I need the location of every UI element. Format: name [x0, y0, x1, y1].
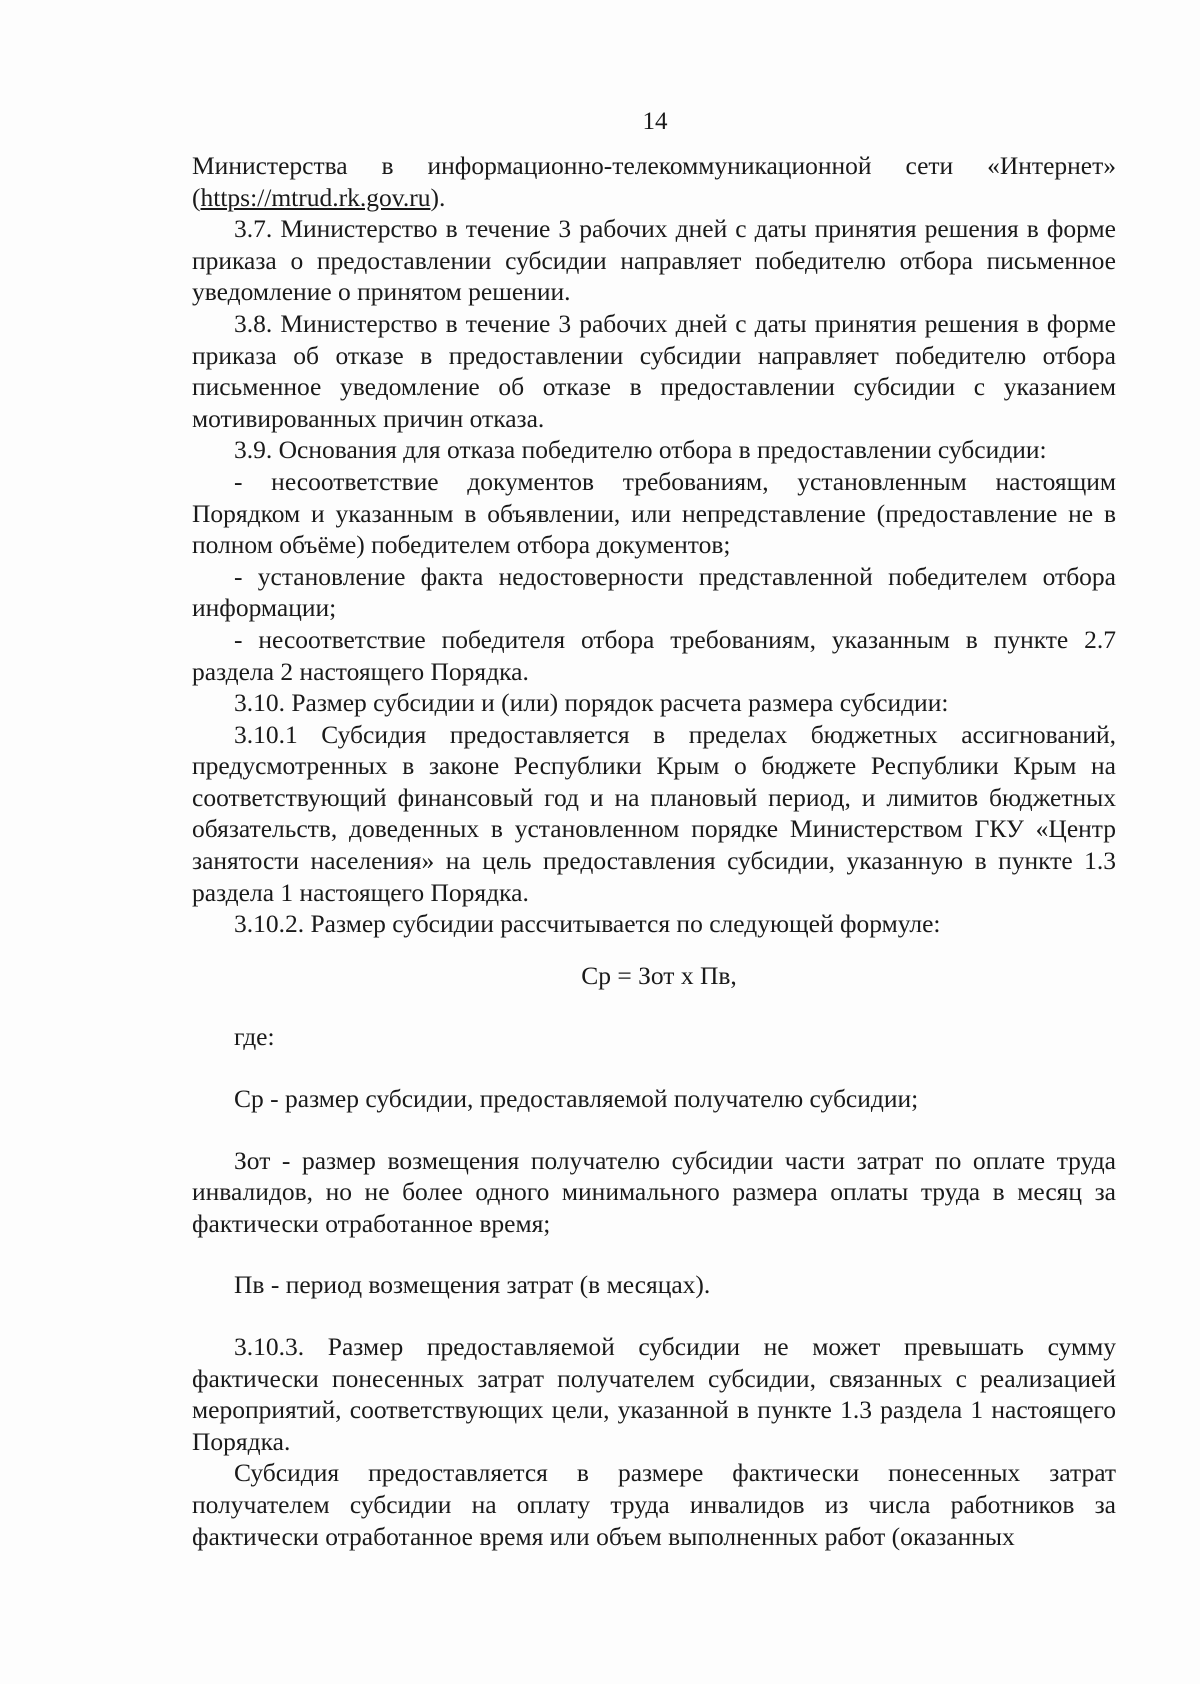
where-label: где: [234, 1022, 275, 1052]
paragraph-3-9: 3.9. Основания для отказа победителю отбора в предоставлении субсидии: [234, 435, 1047, 465]
formula: Ср = Зот x Пв, [581, 960, 737, 990]
list-item-documents: - несоответствие документов требованиям, установленным настоящим Порядком и указанным в объявлении, или непредставление (предоставление не в полном объёме) победителем отбора документов; [192, 466, 1116, 560]
list-item-info: - установление факта недостоверности представленной победителем отбора информации; [192, 561, 1116, 623]
paragraph-3-10-3: 3.10.3. Размер предоставляемой субсидии не может превышать сумму фактически понесенных затрат получателем субсидии, связанных с реализацией мероприятий, соответствующих цели, указанной в пункте 1.3 раздела 1 настоящего Порядка. [192, 1332, 1116, 1456]
paragraph-ministry-site: Министерства в информационно-телекоммуникационной сети «Интернет» (https://mtrud.rk.gov.ru). [192, 151, 1116, 212]
paragraph-3-8: 3.8. Министерство в течение 3 рабочих дней с даты принятия решения в форме приказа об отказе в предоставлении субсидии направляет победителю отбора письменное уведомление об отказе в предоставлении субсидии с указанием мотивированных причин отказа. [192, 308, 1116, 433]
definition-zot: Зот - размер возмещения получателю субсидии части затрат по оплате труда инвалидов, но не более одного минимального размера оплаты труда в месяц за фактически отработанное время; [192, 1145, 1116, 1238]
ministry-website-link[interactable]: https://mtrud.rk.gov.ru [200, 182, 431, 212]
paragraph-3-10-1: 3.10.1 Субсидия предоставляется в пределах бюджетных ассигнований, предусмотренных в законе Республики Крым о бюджете Республики Крым на соответствующий финансовый год и на плановый период, и лимитов бюджетных обязательств, доведенных в установленном порядке Министерством ГКУ «Центр занятости населения» на цель предоставления субсидии, указанную в пункте 1.3 раздела 1 настоящего Порядка. [192, 719, 1116, 907]
definition-pv: Пв - период возмещения затрат (в месяцах). [234, 1270, 711, 1300]
page-number: 14 [642, 108, 668, 135]
list-item-requirements: - несоответствие победителя отбора требованиям, указанным в пункте 2.7 раздела 2 настоящего Порядка. [192, 624, 1116, 686]
paragraph-3-10: 3.10. Размер субсидии и (или) порядок расчета размера субсидии: [234, 688, 949, 718]
paragraph-3-7: 3.7. Министерство в течение 3 рабочих дней с даты принятия решения в форме приказа о предоставлении субсидии направляет победителю отбора письменное уведомление о принятом решении. [192, 214, 1116, 307]
document-body [192, 150, 1116, 1552]
paragraph-subsidy-amount: Субсидия предоставляется в размере фактически понесенных затрат получателем субсидии на оплату труда инвалидов из числа работников за фактически отработанное время или объем выполненных работ (оказанных [192, 1458, 1116, 1551]
definition-cp: Ср - размер субсидии, предоставляемой получателю субсидии; [234, 1084, 919, 1114]
paragraph-3-10-2: 3.10.2. Размер субсидии рассчитывается по следующей формуле: [234, 909, 941, 939]
